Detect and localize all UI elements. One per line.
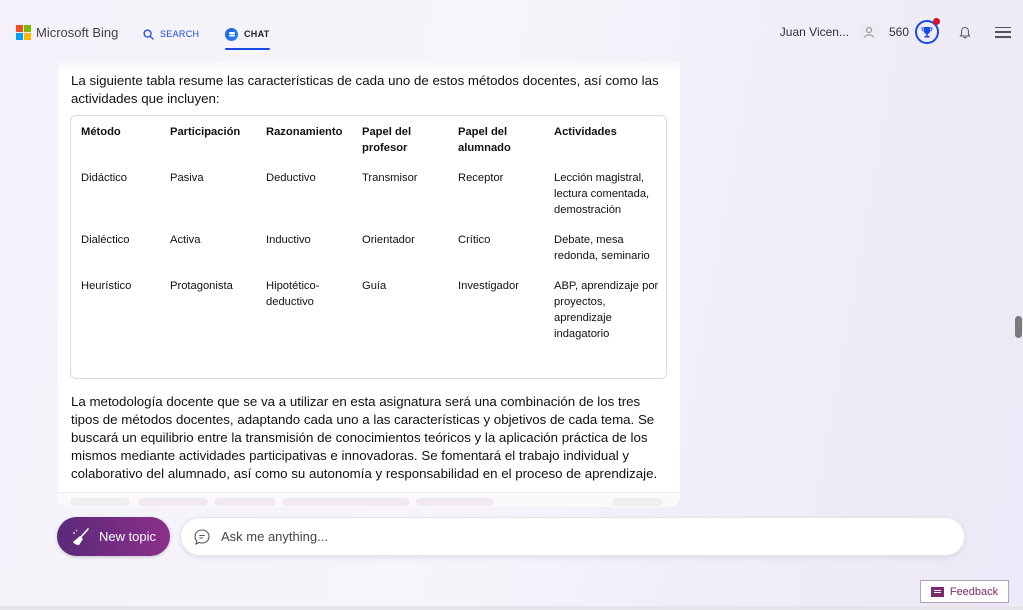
top-bar	[0, 0, 1023, 62]
user-avatar-icon[interactable]	[859, 22, 879, 42]
table-header-cell: Papel del profesor	[362, 126, 412, 154]
table-cell: Debate, mesa redonda, seminario	[554, 234, 650, 262]
rewards-points[interactable]: 560	[888, 25, 909, 39]
chat-input[interactable]	[221, 529, 921, 544]
response-intro-text: La siguiente tabla resume las características de cada uno de estos métodos docentes, así como las actividades que incluyen:	[71, 73, 659, 106]
table-cell: Guía	[362, 280, 387, 292]
source-chip[interactable]	[282, 498, 410, 506]
table-header-row	[71, 116, 666, 163]
chat-icon	[225, 28, 238, 41]
table-cell: Crítico	[458, 234, 491, 246]
feedback-label: Feedback	[949, 585, 999, 598]
tab-search[interactable]	[143, 24, 199, 44]
table-cell: Investigador	[458, 280, 519, 292]
chat-input-box[interactable]	[180, 517, 965, 556]
table-cell: Lección magistral, lectura comentada, demostración	[554, 172, 650, 216]
bell-icon[interactable]	[959, 26, 971, 39]
microsoft-logo-icon	[16, 25, 31, 40]
table-header-cell: Razonamiento	[266, 126, 343, 138]
new-topic-button[interactable]	[57, 517, 170, 556]
methods-table	[70, 115, 667, 379]
table-cell: Didáctico	[81, 172, 128, 184]
table-cell: Orientador	[362, 234, 415, 246]
table-cell: Deductivo	[266, 172, 316, 184]
tab-search-label: SEARCH	[160, 29, 200, 39]
table-cell: Heurístico	[81, 280, 132, 292]
source-chip[interactable]	[138, 498, 208, 506]
response-conclusion-text: La metodología docente que se va a utilizar en esta asignatura será una combinación de los tres tipos de métodos docentes, adaptando cada uno a las características y objetivos de cada tema. Se buscará un equilibrio entre la transmisión de conocimientos teóricos y la aplicación práctica de los mismos mediante actividades participativas e innovadoras. Se fomentará el trabajo individual y colaborativo del alumnado, así como su autonomía y responsabilidad en el proceso de aprendizaje.	[71, 394, 658, 481]
table-cell: Activa	[170, 234, 201, 246]
chat-bubble-icon	[193, 528, 211, 546]
brand-name: Microsoft Bing	[36, 25, 119, 40]
tab-chat[interactable]	[225, 24, 270, 44]
feedback-button[interactable]	[920, 580, 1009, 603]
tab-chat-label: CHAT	[244, 29, 270, 39]
bing-logo[interactable]	[16, 25, 118, 40]
table-cell: Receptor	[458, 172, 504, 184]
table-cell: Dialéctico	[81, 234, 130, 246]
source-chip[interactable]	[214, 498, 276, 506]
table-header-cell: Actividades	[554, 126, 617, 138]
table-header-cell: Método	[81, 126, 121, 138]
table-header-cell: Participación	[170, 126, 241, 138]
user-name[interactable]: Juan Vicen...	[779, 25, 849, 39]
chat-response-card	[58, 62, 680, 507]
table-row	[71, 225, 666, 271]
table-cell: Inductivo	[266, 234, 311, 246]
table-row	[71, 163, 666, 225]
search-icon	[143, 29, 154, 40]
scrollbar-thumb[interactable]	[1015, 316, 1022, 338]
table-cell: Pasiva	[170, 172, 204, 184]
menu-icon[interactable]	[995, 27, 1011, 38]
new-topic-label: New topic	[98, 529, 157, 544]
response-footer	[58, 492, 680, 507]
account-area	[780, 20, 1011, 44]
broom-icon	[71, 527, 91, 547]
table-cell: Hipotético-deductivo	[266, 280, 320, 308]
table-cell: Transmisor	[362, 172, 418, 184]
table-row	[71, 271, 666, 349]
table-header-cell: Papel del alumnado	[458, 126, 511, 154]
table-cell: ABP, aprendizaje por proyectos, aprendizaje indagatorio	[554, 280, 659, 340]
trophy-icon[interactable]	[915, 20, 939, 44]
source-chip[interactable]	[416, 498, 494, 506]
notification-dot	[933, 18, 940, 25]
feedback-icon	[931, 587, 944, 597]
table-cell: Protagonista	[170, 280, 233, 292]
